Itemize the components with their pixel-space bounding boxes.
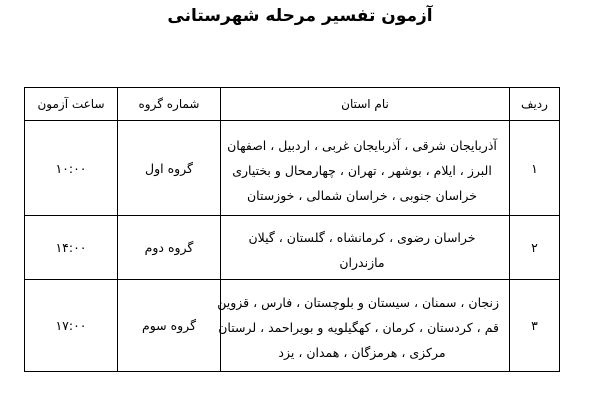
provinces-cell [221,121,510,216]
row-number-cell: ۱ [510,121,560,216]
province-line: زنجان ، سمنان ، سیستان و بلوچستان ، فارس ، قزوین [217,295,499,310]
province-line: مرکزی ، هرمزگان ، همدان ، یزد [278,345,446,360]
province-line: البرز ، ایلام ، بوشهر ، تهران ، چهارمحال و بختیاری [232,162,492,178]
row-number-cell: ۳ [510,280,560,372]
group-cell: گروه سوم [118,280,221,372]
header-province-name: نام استان [221,88,510,121]
province-line: مازندران [339,254,385,270]
table-row [25,280,560,372]
group-cell: گروه دوم [118,216,221,280]
group-cell: گروه اول [118,121,221,216]
time-cell: ۱۷:۰۰ [25,280,118,372]
province-line: آذربایجان شرقی ، آذربایجان غربی ، اردبیل ، اصفهان [227,137,497,153]
province-line: خراسان رضوی ، کرمانشاه ، گلستان ، گیلان [248,229,476,245]
schedule-table [24,87,560,372]
table-row [25,121,560,216]
time-cell: ۱۰:۰۰ [25,121,118,216]
provinces-cell [217,280,510,372]
header-exam-time: ساعت آزمون [25,88,118,121]
time-cell: ۱۴:۰۰ [25,216,118,280]
row-number-cell: ۲ [510,216,560,280]
table-row [25,216,560,280]
provinces-cell [221,216,510,280]
page-title: آزمون تفسیر مرحله شهرستانی [167,6,433,26]
header-group-number: شماره گروه [118,88,221,121]
table-header-row [25,88,560,121]
province-line: خراسان جنوبی ، خراسان شمالی ، خوزستان [246,187,478,203]
header-row-number: ردیف [510,88,560,121]
province-line: قم ، کردستان ، کرمان ، کهگیلویه و بویراحمد ، لرستان [218,320,499,335]
